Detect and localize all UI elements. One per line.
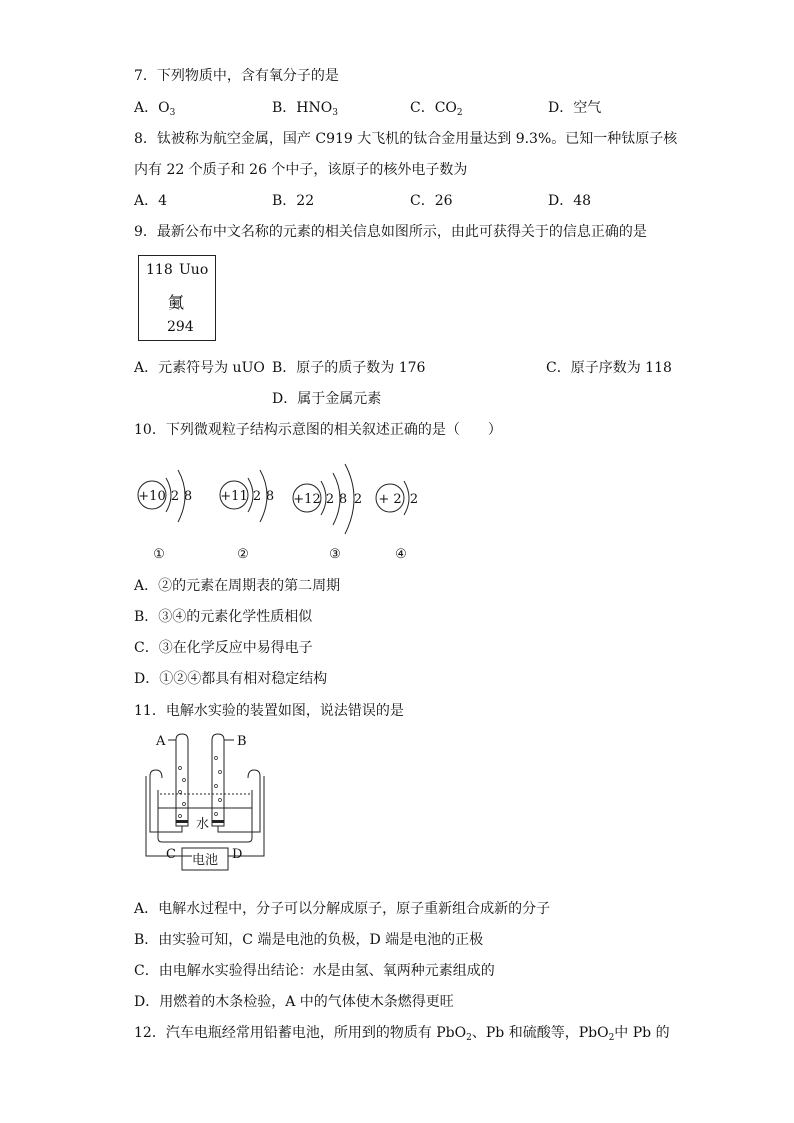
nucleus-2: +11 xyxy=(220,489,248,504)
q9-option-c[interactable]: C．原子序数为 118 xyxy=(546,360,672,376)
element-symbol: Uuo xyxy=(179,262,209,278)
shell-2-1: 2 xyxy=(252,489,262,504)
q10-stem: 10．下列微观粒子结构示意图的相关叙述正确的是（ ） xyxy=(134,422,502,438)
shell-3-2: 8 xyxy=(338,492,348,507)
water-label: 水 xyxy=(196,817,210,832)
shell-3-1: 2 xyxy=(325,492,335,507)
q11-option-c[interactable]: C．由电解水实验得出结论：水是由氢、氧两种元素组成的 xyxy=(134,963,495,979)
shell-1-2: 8 xyxy=(183,489,193,504)
q7-option-c[interactable]: C．$CO_2$ xyxy=(410,100,463,118)
q8-stem-line1: 8．钛被称为航空金属，国产 C919 大飞机的钛合金用量达到 9.3%。已知一种钛原子核 xyxy=(134,131,678,147)
q7-option-b[interactable]: B．$HNO_3$ xyxy=(272,100,338,118)
shell-2-2: 8 xyxy=(265,489,275,504)
nucleus-3: +12 xyxy=(293,492,321,507)
diagram-label-2: ② xyxy=(237,547,249,562)
electrode-left xyxy=(176,820,188,823)
electrolysis-apparatus xyxy=(140,728,280,880)
q9-stem: 9．最新公布中文名称的元素的相关信息如图所示，由此可获得关于的信息正确的是 xyxy=(134,224,647,240)
q9-option-a[interactable]: A．元素符号为 uUO xyxy=(134,360,265,376)
element-name: 鿫 xyxy=(168,293,185,312)
q8-stem-line2: 内有 22 个质子和 26 个中子，该原子的核外电子数为 xyxy=(134,162,468,178)
diagram-label-4: ④ xyxy=(395,547,407,562)
q7-option-a[interactable]: A．$O_3$ xyxy=(134,100,176,118)
beaker xyxy=(158,790,252,842)
shell-arc xyxy=(404,481,409,515)
q7-option-d[interactable]: D．空气 xyxy=(548,100,602,116)
label-d: D xyxy=(232,847,243,862)
q11-option-a[interactable]: A．电解水过程中，分子可以分解成原子，原子重新组合成新的分子 xyxy=(134,901,551,917)
label-c: C xyxy=(166,847,176,862)
q8-option-b[interactable]: B．22 xyxy=(272,193,315,209)
q10-option-c[interactable]: C．③在化学反应中易得电子 xyxy=(134,640,313,656)
nucleus-4: + 2 xyxy=(378,492,402,507)
shell-1-1: 2 xyxy=(170,489,180,504)
tube-b xyxy=(212,734,224,826)
q10-option-a[interactable]: A．②的元素在周期表的第二周期 xyxy=(134,578,341,594)
shell-3-3: 2 xyxy=(353,492,363,507)
wire-right xyxy=(228,776,264,856)
q11-stem: 11．电解水实验的装置如图，说法错误的是 xyxy=(134,703,404,719)
nucleus-1: +10 xyxy=(138,489,166,504)
q10-option-b[interactable]: B．③④的元素化学性质相似 xyxy=(134,609,313,625)
q9-option-d[interactable]: D．属于金属元素 xyxy=(272,391,382,407)
diagram-label-1: ① xyxy=(153,547,165,562)
q8-option-a[interactable]: A．4 xyxy=(134,193,168,209)
electrode-right xyxy=(212,820,224,823)
q8-option-c[interactable]: C．26 xyxy=(410,193,453,209)
diagram-label-3: ③ xyxy=(329,547,341,562)
q10-option-d[interactable]: D．①②④都具有相对稳定结构 xyxy=(134,671,328,687)
shell-4-1: 2 xyxy=(409,492,419,507)
q12-stem: 12．汽车电瓶经常用铅蓄电池，所用到的物质有 PbO$_2$、Pb 和硫酸等，PbO$_2$中 Pb 的 xyxy=(134,1025,670,1043)
tube-a xyxy=(176,734,188,826)
atom-structure-diagrams xyxy=(130,450,430,570)
element-mass: 294 xyxy=(167,319,194,335)
label-a: A xyxy=(156,734,166,749)
q7-stem: 7．下列物质中，含有氧分子的是 xyxy=(134,68,339,84)
wire-left xyxy=(146,776,192,856)
q11-option-d[interactable]: D．用燃着的木条检验，A 中的气体使木条燃得更旺 xyxy=(134,994,454,1010)
q9-option-b[interactable]: B．原子的质子数为 176 xyxy=(272,360,426,376)
q11-option-b[interactable]: B．由实验可知，C 端是电池的负极，D 端是电池的正极 xyxy=(134,932,484,948)
element-card xyxy=(138,255,216,341)
label-b: B xyxy=(237,734,247,749)
battery-label: 电池 xyxy=(191,853,219,868)
q8-option-d[interactable]: D．48 xyxy=(548,193,592,209)
element-number: 118 xyxy=(146,262,173,278)
